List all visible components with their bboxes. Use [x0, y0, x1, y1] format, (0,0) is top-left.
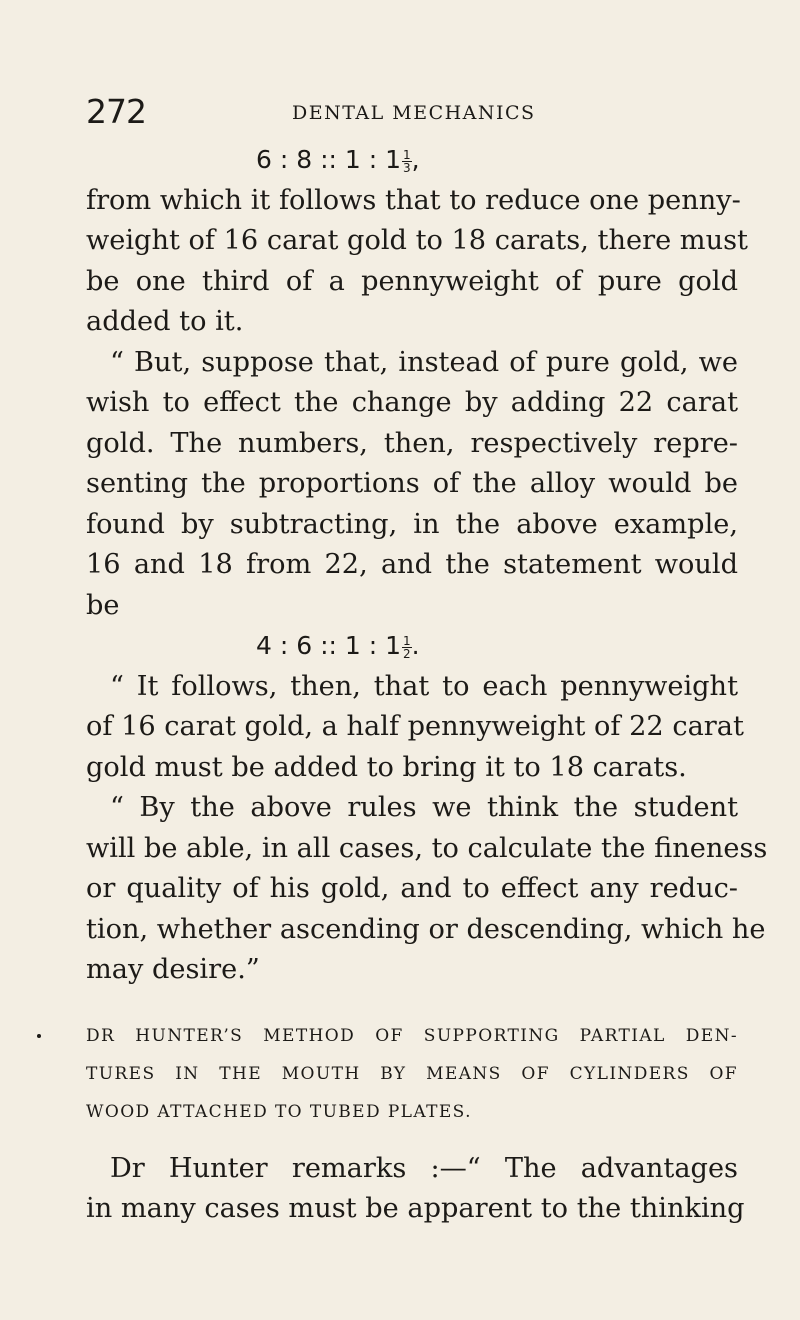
formula-1-fraction-denominator: 3	[403, 160, 411, 175]
text-line: “ But, suppose that, instead of pure gold, we	[110, 346, 738, 378]
running-head: DENTAL MECHANICS	[292, 102, 536, 124]
text-line: gold must be added to bring it to 18 carats.	[86, 751, 687, 783]
text-line: 16 and 18 from 22, and the statement would	[86, 549, 738, 580]
formula-2-fraction	[402, 635, 412, 660]
text-line: Dr Hunter remarks :—“ The advantages	[110, 1152, 738, 1184]
text-line: in many cases must be apparent to the thinking	[86, 1193, 745, 1224]
text-line: “ By the above rules we think the student	[110, 792, 738, 823]
formula-2-fraction-numerator: 1	[403, 633, 411, 648]
formula-1-text: 6 : 8 :: 1 : 1	[256, 145, 401, 174]
paragraph-4	[86, 788, 768, 991]
body-text	[86, 140, 768, 1230]
text-line: of 16 carat gold, a half pennyweight of 22 carat	[86, 711, 744, 742]
paragraph-2	[86, 343, 738, 627]
margin-dot	[37, 1034, 41, 1038]
page-header	[86, 92, 746, 132]
text-line: may desire.”	[86, 954, 260, 985]
section-heading	[86, 1017, 738, 1131]
formula-1-fraction-numerator: 1	[403, 147, 411, 162]
text-line: “ It follows, then, that to each pennyweight	[110, 670, 738, 702]
heading-line: TURES IN THE MOUTH BY MEANS OF CYLINDERS OF	[86, 1063, 738, 1084]
text-line: wish to effect the change by adding 22 carat	[86, 387, 738, 418]
text-line: gold. The numbers, then, respectively repre-	[86, 427, 738, 459]
formula-1	[86, 140, 738, 181]
page-number: 272	[86, 92, 146, 131]
formula-2-suffix: .	[411, 631, 420, 660]
text-line: senting the proportions of the alloy would be	[86, 468, 738, 499]
text-line: or quality of his gold, and to effect any reduc-	[86, 873, 738, 904]
text-line: found by subtracting, in the above example,	[86, 508, 738, 540]
formula-2-text: 4 : 6 :: 1 : 1	[256, 631, 401, 660]
text-line: be one third of a pennyweight of pure gold	[86, 265, 738, 297]
text-line: weight of 16 carat gold to 18 carats, there must	[86, 225, 748, 256]
formula-2-fraction-denominator: 2	[403, 646, 411, 661]
formula-2	[86, 626, 738, 667]
formula-1-fraction	[402, 149, 412, 174]
paragraph-3	[86, 667, 744, 789]
paragraph-1	[86, 181, 748, 343]
paragraph-5	[86, 1149, 745, 1230]
text-line: added to it.	[86, 306, 244, 337]
text-line: tion, whether ascending or descending, which he	[86, 913, 766, 945]
text-line: from which it follows that to reduce one penny-	[86, 184, 741, 216]
heading-line: WOOD ATTACHED TO TUBED PLATES.	[86, 1101, 472, 1122]
heading-line: DR HUNTER’S METHOD OF SUPPORTING PARTIAL DEN-	[86, 1025, 738, 1046]
formula-1-suffix: ,	[411, 145, 420, 174]
text-line: will be able, in all cases, to calculate the fineness	[86, 832, 768, 864]
text-line: be	[86, 589, 120, 621]
